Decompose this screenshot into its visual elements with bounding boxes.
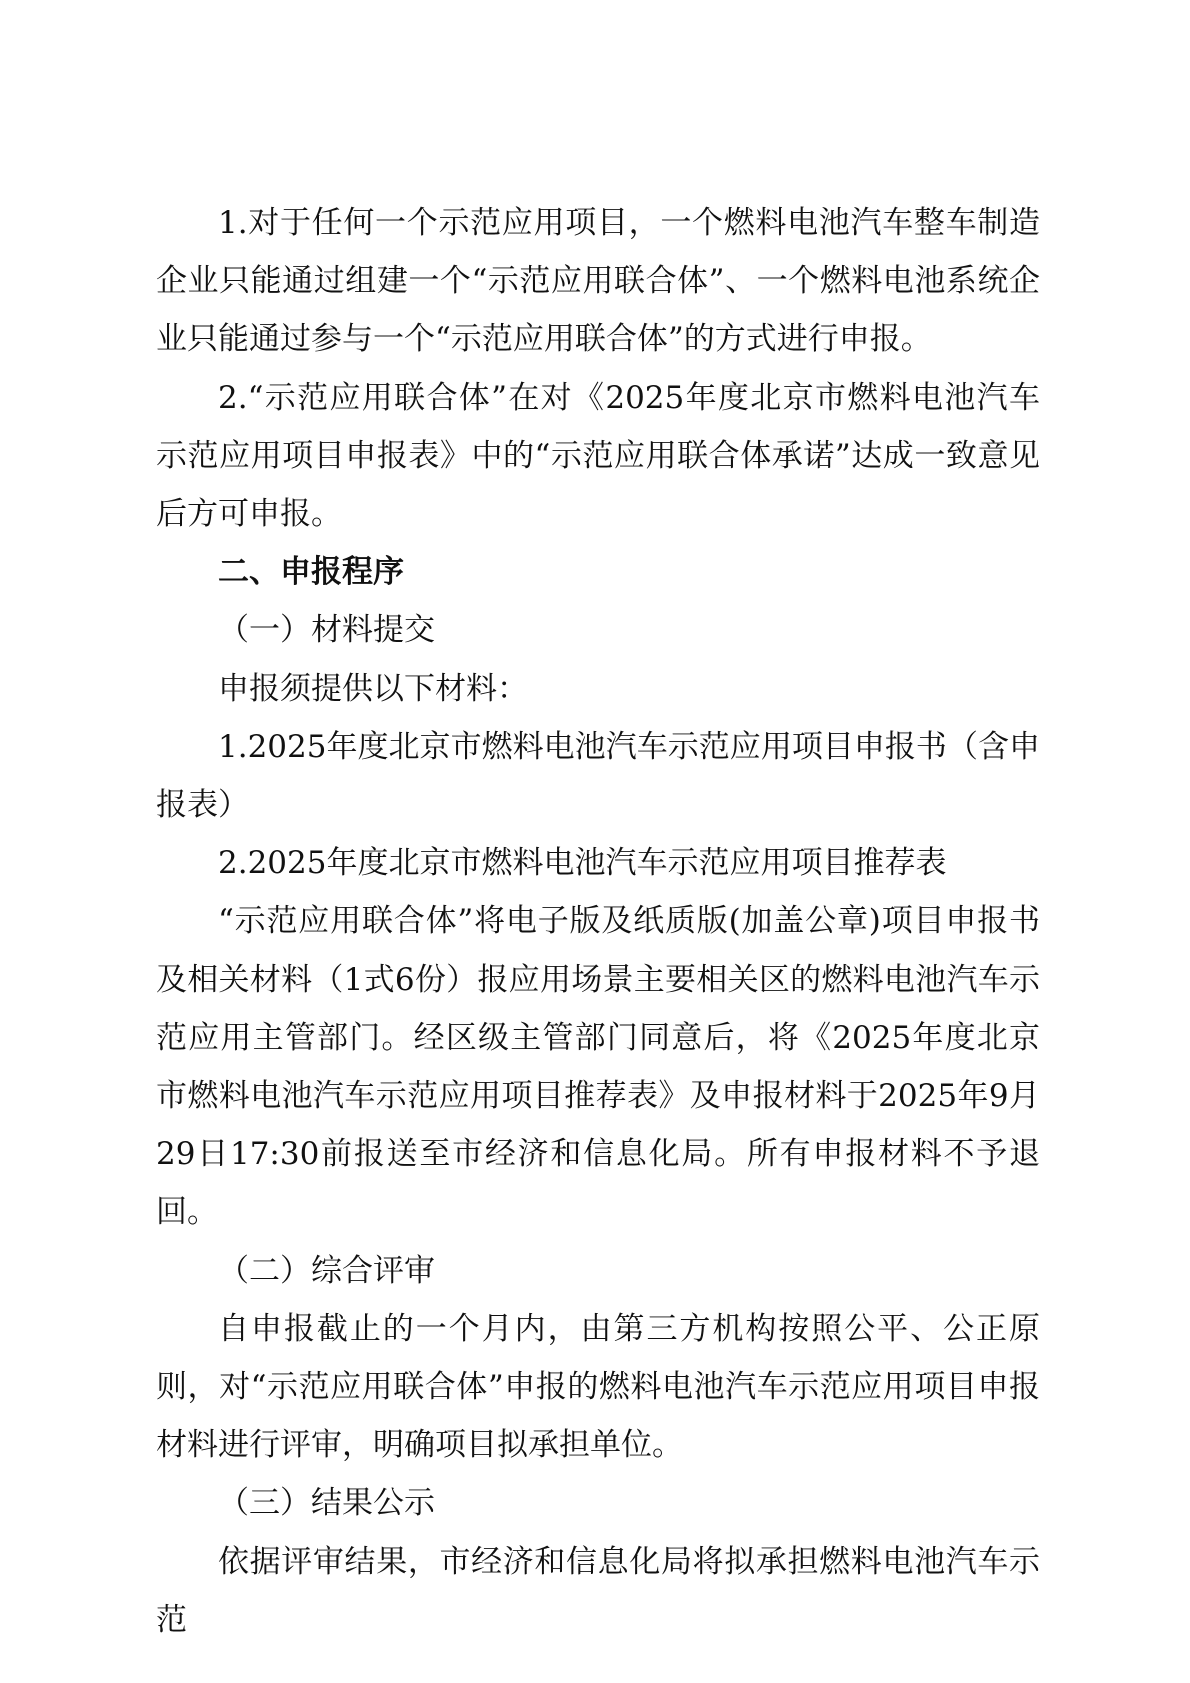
subsection-heading-materials: （一）材料提交 xyxy=(218,612,435,649)
subsection-heading-review: （二）综合评审 xyxy=(218,1252,435,1289)
paragraph-item-2-rule: 2.“示范应用联合体”在对《2025年度北京市燃料电池汽车示范应用项目申报表》中的“示范应用联合体承诺”达成一致意见后方可申报。 xyxy=(156,379,1040,533)
paragraph-submission-details: “示范应用联合体”将电子版及纸质版(加盖公章)项目申报书及相关材料（1式6份）报应用场景主要相关区的燃料电池汽车示范应用主管部门。经区级主管部门同意后，将《2025年度北京市燃料电池汽车示范应用项目推荐表》及申报材料于2025年9月29日17:30前报送至市经济和信息化局。所有申报材料不予退回。 xyxy=(156,903,1040,1231)
paragraph-materials-intro: 申报须提供以下材料： xyxy=(218,670,528,707)
paragraph-publicity-details: 依据评审结果，市经济和信息化局将拟承担燃料电池汽车示范 xyxy=(156,1543,1040,1638)
paragraph-material-2: 2.2025年度北京市燃料电池汽车示范应用项目推荐表 xyxy=(218,845,947,882)
paragraph-review-details: 自申报截止的一个月内，由第三方机构按照公平、公正原则，对“示范应用联合体”申报的燃料电池汽车示范应用项目申报材料进行评审，明确项目拟承担单位。 xyxy=(156,1310,1040,1464)
paragraph-item-1-rule: 1.对于任何一个示范应用项目，一个燃料电池汽车整车制造企业只能通过组建一个“示范应用联合体”、一个燃料电池系统企业只能通过参与一个“示范应用联合体”的方式进行申报。 xyxy=(156,205,1040,358)
document-body xyxy=(156,194,1040,1649)
paragraph-material-1: 1.2025年度北京市燃料电池汽车示范应用项目申报书（含申报表） xyxy=(156,728,1040,824)
section-heading-procedure: 二、申报程序 xyxy=(218,554,404,591)
subsection-heading-publicity: （三）结果公示 xyxy=(218,1485,435,1522)
